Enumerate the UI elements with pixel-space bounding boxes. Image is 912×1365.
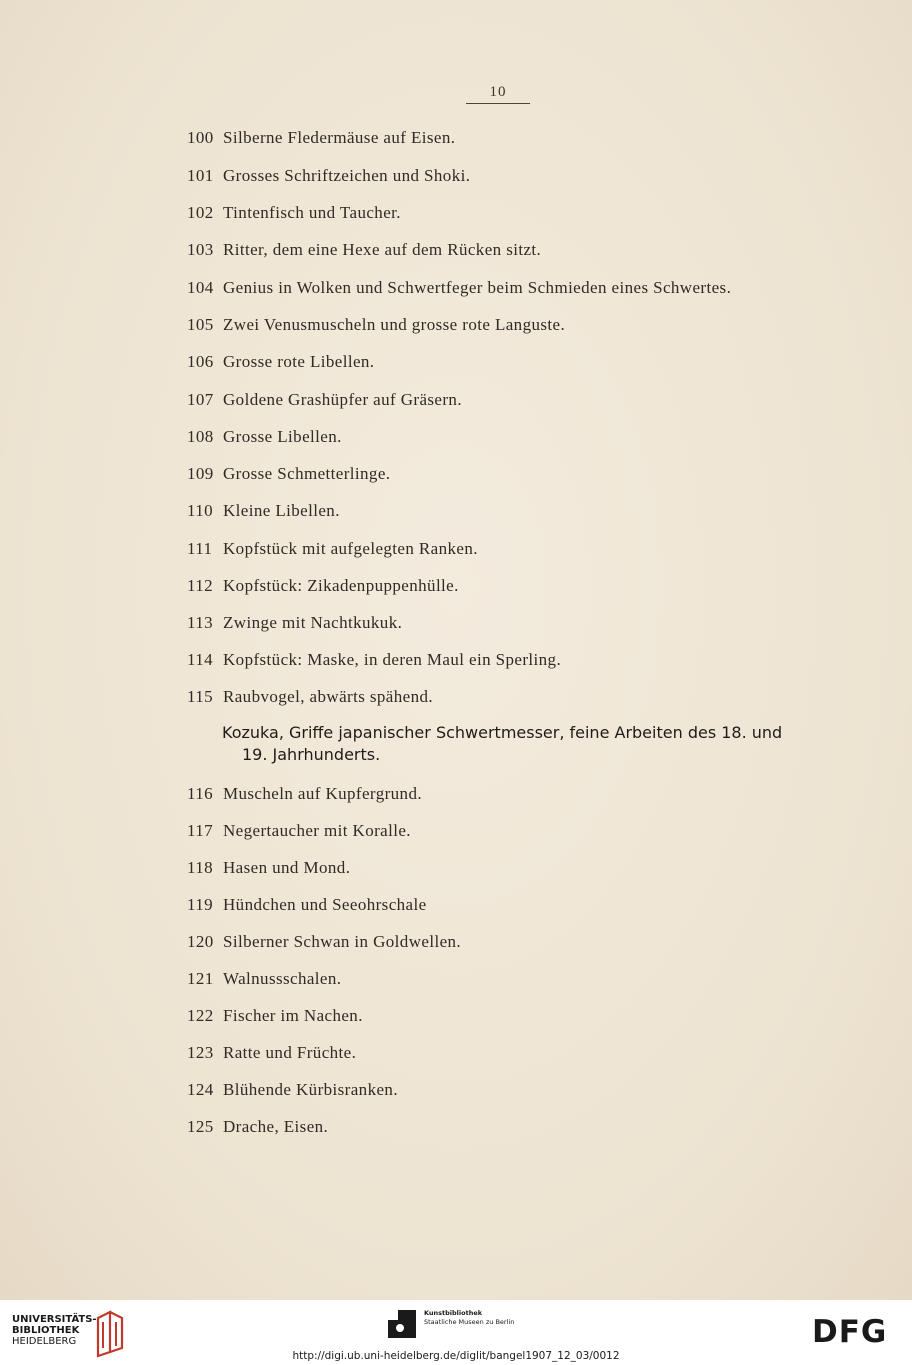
- catalog-entry: [187, 352, 374, 372]
- entry-number: 114: [187, 650, 214, 669]
- entry-text: Zwinge mit Nachtkukuk.: [223, 613, 403, 632]
- catalog-entry: [187, 427, 342, 447]
- entry-number: 108: [187, 427, 214, 446]
- entry-number: 125: [187, 1117, 214, 1136]
- entry-number: 110: [187, 501, 214, 520]
- entry-number: 120: [187, 932, 214, 951]
- entry-text: Silberner Schwan in Goldwellen.: [223, 932, 462, 951]
- entry-number: 101: [187, 166, 214, 185]
- entry-text: Negertaucher mit Koralle.: [223, 821, 411, 840]
- entry-text: Walnussschalen.: [223, 969, 342, 988]
- entry-text: Kopfstück: Maske, in deren Maul ein Sperling.: [223, 650, 562, 669]
- ub-logo-line-2: BIBLIOTHEK: [12, 1325, 80, 1336]
- catalog-entry: [187, 240, 541, 260]
- entry-text: Zwei Venusmuscheln und grosse rote Languste.: [223, 315, 566, 334]
- entry-text: Grosse Libellen.: [223, 427, 342, 446]
- entry-number: 122: [187, 1006, 214, 1025]
- section-heading: [222, 722, 822, 766]
- entry-text: Ritter, dem eine Hexe auf dem Rücken sitzt.: [223, 240, 542, 259]
- catalog-entry: [187, 1117, 328, 1137]
- ub-logo-mark-icon: [92, 1308, 126, 1358]
- entry-number: 111: [187, 539, 213, 558]
- catalog-entry: [187, 390, 462, 410]
- catalog-entry: [187, 821, 411, 841]
- entry-number: 107: [187, 390, 214, 409]
- entry-number: 116: [187, 784, 214, 803]
- entry-text: Goldene Grashüpfer auf Gräsern.: [223, 390, 462, 409]
- entry-number: 105: [187, 315, 214, 334]
- catalog-entry: [187, 166, 470, 186]
- catalog-entry: [187, 1043, 356, 1063]
- entry-text: Grosse Schmetterlinge.: [223, 464, 391, 483]
- digitization-footer: [0, 1300, 912, 1365]
- catalog-entry: [187, 858, 350, 878]
- catalog-entry: [187, 315, 565, 335]
- entry-text: Blühende Kürbisranken.: [223, 1080, 398, 1099]
- catalog-entry: [187, 1006, 363, 1026]
- entry-number: 100: [187, 128, 214, 147]
- kunstbibliothek-subtitle: Staatliche Museen zu Berlin: [424, 1318, 515, 1326]
- entry-number: 102: [187, 203, 214, 222]
- entry-text: Kleine Libellen.: [223, 501, 340, 520]
- page-number: 10: [489, 84, 507, 100]
- entry-number: 104: [187, 278, 214, 297]
- entry-number: 115: [187, 687, 214, 706]
- catalog-entry: [187, 650, 561, 670]
- catalog-entry: [187, 501, 340, 521]
- catalog-entry: [187, 203, 401, 223]
- catalog-entry: [187, 784, 422, 804]
- catalog-entry: [187, 932, 461, 952]
- catalog-entry: [187, 613, 402, 633]
- ub-logo-line-3: HEIDELBERG: [12, 1336, 77, 1347]
- entry-number: 121: [187, 969, 214, 988]
- entry-text: Silberne Fledermäuse auf Eisen.: [223, 128, 456, 147]
- entry-text: Kopfstück: Zikadenpuppenhülle.: [223, 576, 459, 595]
- entry-text: Drache, Eisen.: [223, 1117, 329, 1136]
- dfg-logo[interactable]: DFG: [812, 1314, 888, 1350]
- entry-number: 106: [187, 352, 214, 371]
- entry-text: Grosses Schriftzeichen und Shoki.: [223, 166, 471, 185]
- permalink-url[interactable]: http://digi.ub.uni-heidelberg.de/diglit/bangel1907_12_03/0012: [292, 1350, 620, 1362]
- kunstbibliothek-icon: [388, 1310, 416, 1338]
- entry-text: Muscheln auf Kupfergrund.: [223, 784, 423, 803]
- entry-number: 112: [187, 576, 214, 595]
- catalog-entry: [187, 969, 341, 989]
- entry-text: Genius in Wolken und Schwertfeger beim Schmieden eines Schwertes.: [223, 278, 732, 297]
- entry-number: 124: [187, 1080, 214, 1099]
- entry-text: Ratte und Früchte.: [223, 1043, 357, 1062]
- catalog-entry: [187, 278, 731, 298]
- entry-number: 119: [187, 895, 214, 914]
- ub-logo-line-1: UNIVERSITÄTS-: [12, 1314, 97, 1325]
- section-heading-line-1: Kozuka, Griffe japanischer Schwertmesser, feine Arbeiten des 18. und: [222, 723, 783, 742]
- catalog-entry: [187, 895, 427, 915]
- entry-number: 103: [187, 240, 214, 259]
- catalog-entry: [187, 464, 390, 484]
- entry-text: Raubvogel, abwärts spähend.: [223, 687, 434, 706]
- entry-text: Hündchen und Seeohrschale: [223, 895, 427, 914]
- entry-number: 109: [187, 464, 214, 483]
- entry-text: Hasen und Mond.: [223, 858, 351, 877]
- entry-number: 123: [187, 1043, 214, 1062]
- catalog-entry: [187, 576, 459, 596]
- catalog-entry: [187, 687, 433, 707]
- section-heading-line-2: 19. Jahrhunderts.: [242, 745, 381, 764]
- catalog-entry: [187, 128, 455, 148]
- catalog-entry: [187, 1080, 398, 1100]
- ub-heidelberg-logo[interactable]: [12, 1314, 97, 1347]
- kunstbibliothek-name: Kunstbibliothek: [424, 1309, 483, 1317]
- kunstbibliothek-logo[interactable]: [424, 1309, 514, 1327]
- entry-text: Kopfstück mit aufgelegten Ranken.: [223, 539, 478, 558]
- entry-text: Tintenfisch und Taucher.: [223, 203, 401, 222]
- entry-text: Fischer im Nachen.: [223, 1006, 363, 1025]
- entry-number: 118: [187, 858, 214, 877]
- entry-number: 117: [187, 821, 214, 840]
- page-number-rule: [466, 103, 530, 104]
- catalog-entry: [187, 539, 478, 559]
- entry-text: Grosse rote Libellen.: [223, 352, 375, 371]
- entry-number: 113: [187, 613, 214, 632]
